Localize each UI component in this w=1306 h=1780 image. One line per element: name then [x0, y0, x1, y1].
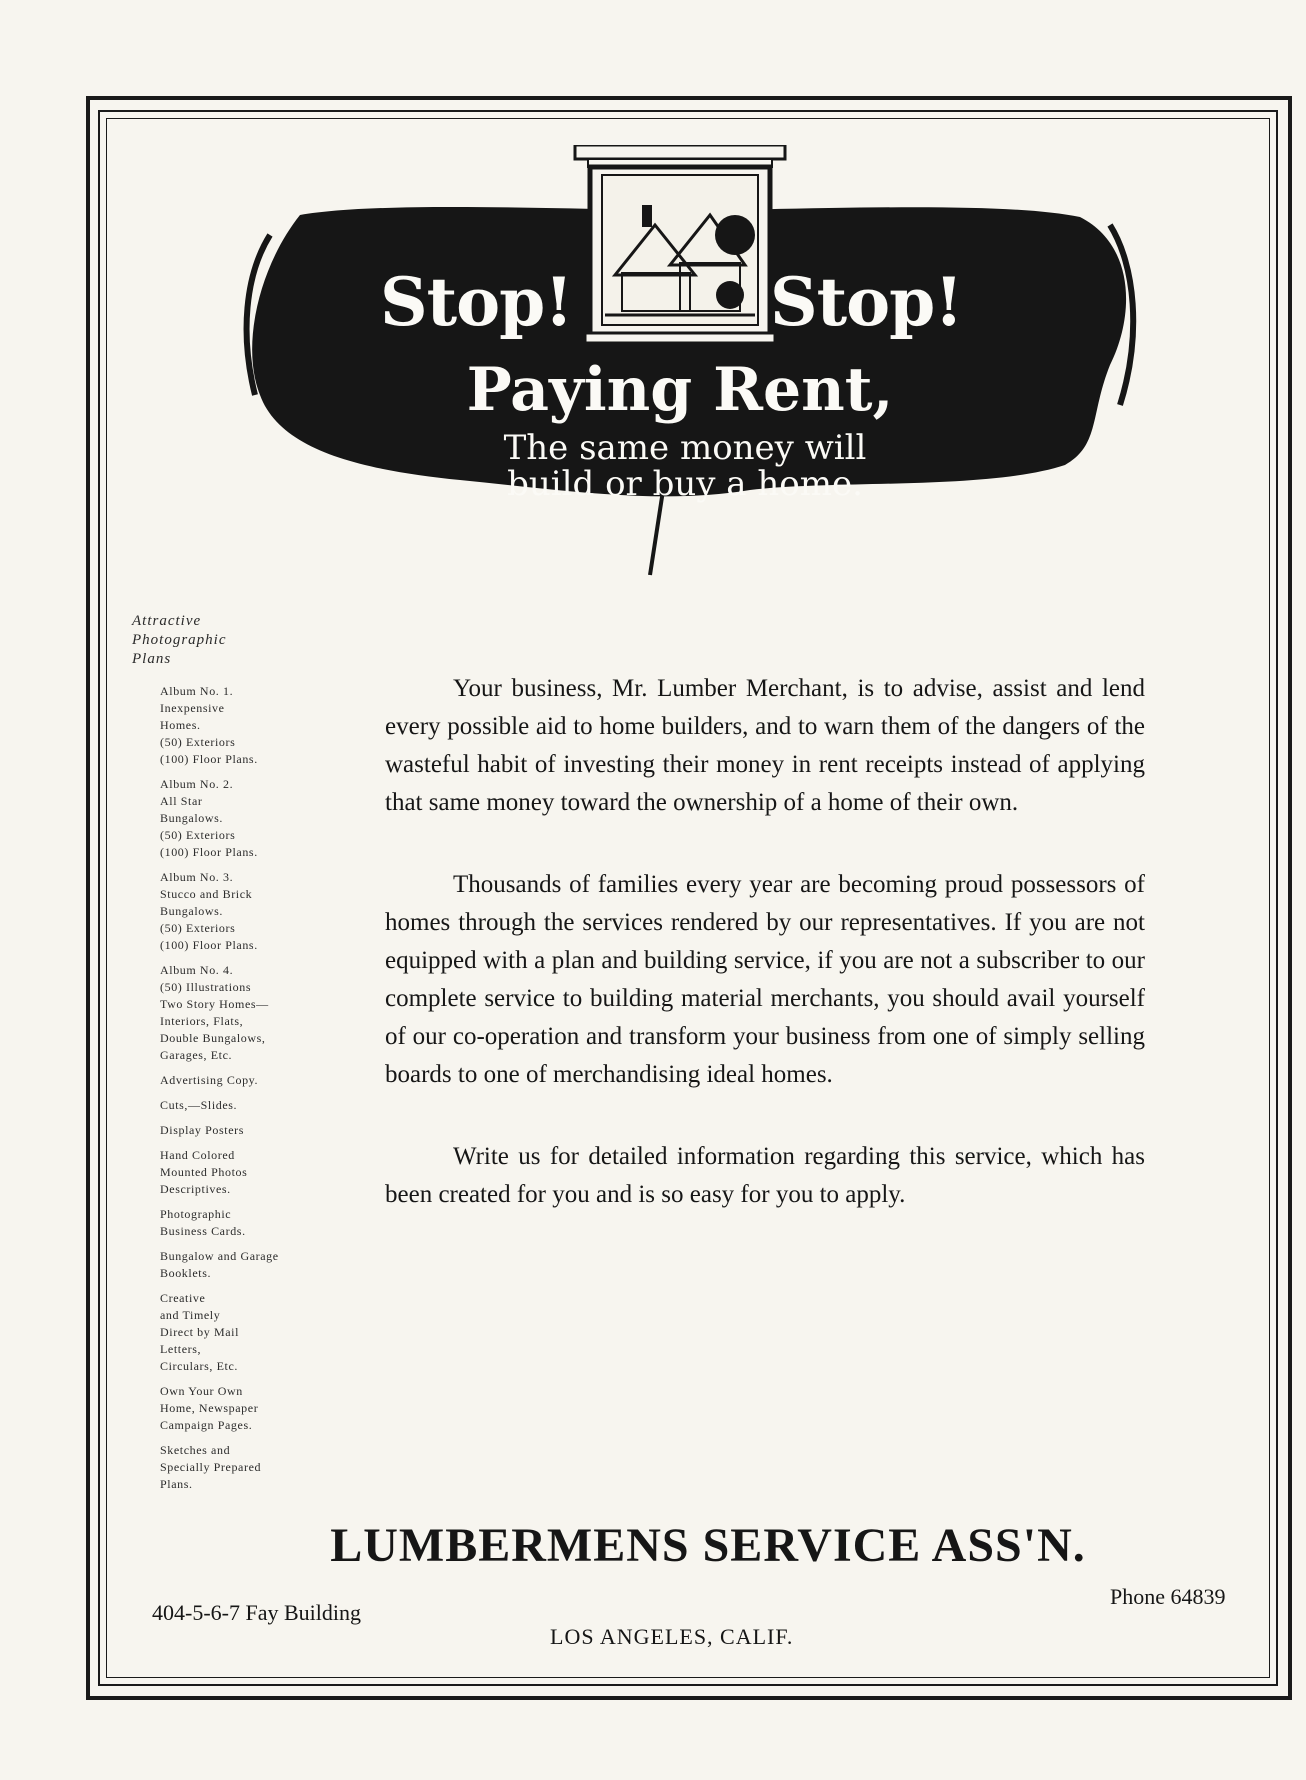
sidebar-service-line: (100) Floor Plans. [160, 845, 258, 859]
paragraph-3: Write us for detailed information regarding this service, which has been created for you and is so easy for you to apply. [385, 1143, 1145, 1208]
phone-number: Phone 64839 [1110, 1584, 1226, 1609]
banner-subline [470, 430, 900, 502]
sidebar-heading-line: Attractive [132, 613, 202, 629]
stop-left-text: Stop! [380, 263, 573, 341]
stop-right-text: Stop! [770, 263, 963, 341]
stop-paying-rent-banner [230, 145, 1140, 590]
sidebar-service-line: Advertising Copy. [160, 1073, 259, 1087]
sidebar-service-line: All Star [160, 794, 203, 808]
banner-subline-2: build or buy a home. [507, 464, 863, 504]
sidebar-service-line: Plans. [160, 1477, 193, 1491]
sidebar-service-line: Album No. 1. [160, 684, 234, 698]
sidebar-service-item [160, 1072, 347, 1089]
sidebar-service-item [160, 776, 347, 861]
sidebar-service-item [160, 1442, 347, 1493]
sidebar-service-line: Album No. 3. [160, 870, 234, 884]
sidebar-service-line: Creative [160, 1291, 206, 1305]
article-body [385, 670, 1145, 1258]
sidebar-service-line: Mounted Photos [160, 1165, 248, 1179]
services-sidebar [132, 612, 347, 1501]
sidebar-service-line: Specially Prepared [160, 1460, 262, 1474]
sidebar-service-line: Sketches and [160, 1443, 231, 1457]
sidebar-service-item [160, 962, 347, 1064]
sidebar-service-line: Booklets. [160, 1266, 212, 1280]
sidebar-service-item [160, 1097, 347, 1114]
sidebar-heading-line: Photographic [132, 632, 227, 648]
sidebar-service-line: Two Story Homes— [160, 997, 269, 1011]
sidebar-service-line: Own Your Own [160, 1384, 243, 1398]
sidebar-service-line: Hand Colored [160, 1148, 235, 1162]
sidebar-service-line: (50) Exteriors [160, 921, 236, 935]
sidebar-heading-line: Plans [132, 651, 172, 667]
sidebar-service-item [160, 1147, 347, 1198]
sidebar-service-line: Stucco and Brick [160, 887, 253, 901]
sidebar-service-line: Double Bungalows, [160, 1031, 266, 1045]
sidebar-service-line: (50) Exteriors [160, 828, 236, 842]
sidebar-service-line: Inexpensive [160, 701, 225, 715]
sidebar-service-line: (50) Exteriors [160, 735, 236, 749]
sidebar-service-line: Cuts,—Slides. [160, 1098, 238, 1112]
sidebar-service-line: Descriptives. [160, 1182, 231, 1196]
sidebar-service-line: Letters, [160, 1342, 202, 1356]
sidebar-service-item [160, 1206, 347, 1240]
sidebar-service-line: Album No. 4. [160, 963, 234, 977]
banner-subline-1: The same money will [503, 428, 867, 468]
sidebar-service-line: Garages, Etc. [160, 1048, 233, 1062]
sidebar-service-line: and Timely [160, 1308, 221, 1322]
address: 404-5-6-7 Fay Building [152, 1600, 361, 1625]
sidebar-service-line: Bungalows. [160, 811, 223, 825]
sidebar-service-line: Bungalow and Garage [160, 1249, 279, 1263]
paragraph-2: Thousands of families every year are becoming proud possessors of homes through the services rendered by our representatives. If you are not equipped with a plan and building service, if you are not a subscriber to our complete service to building material merchants, you should avail yourself of our co-operation and transform your business from one of simply selling boards to one of merchandising ideal homes. [385, 871, 1145, 1088]
sidebar-service-item [160, 1290, 347, 1375]
sidebar-service-list [132, 683, 347, 1493]
sidebar-service-line: Home, Newspaper [160, 1401, 259, 1415]
sidebar-service-line: Bungalows. [160, 904, 223, 918]
city: LOS ANGELES, CALIF. [550, 1624, 794, 1649]
sidebar-service-line: Circulars, Etc. [160, 1359, 238, 1373]
sidebar-heading [132, 612, 347, 669]
sidebar-service-line: (100) Floor Plans. [160, 752, 258, 766]
sidebar-service-line: Business Cards. [160, 1224, 246, 1238]
sidebar-service-item [160, 1122, 347, 1139]
sidebar-service-line: Homes. [160, 718, 201, 732]
sidebar-service-item [160, 1383, 347, 1434]
sidebar-service-line: Album No. 2. [160, 777, 234, 791]
sidebar-service-item [160, 683, 347, 768]
sidebar-service-line: Direct by Mail [160, 1325, 240, 1339]
paying-rent-headline: Paying Rent, [466, 355, 894, 425]
sidebar-service-line: Campaign Pages. [160, 1418, 253, 1432]
organization-name: LUMBERMENS SERVICE ASS'N. [330, 1519, 1086, 1572]
sidebar-service-line: (50) Illustrations [160, 980, 252, 994]
paragraph-1: Your business, Mr. Lumber Merchant, is to advise, assist and lend every possible aid to home builders, and to warn them of the dangers of the wasteful habit of investing their money in rent receipts instead of applying that same money toward the ownership of a home of their own. [385, 675, 1145, 816]
sidebar-service-line: Display Posters [160, 1123, 244, 1137]
sidebar-service-item [160, 869, 347, 954]
sidebar-service-line: Photographic [160, 1207, 232, 1221]
sidebar-service-line: (100) Floor Plans. [160, 938, 258, 952]
sidebar-service-line: Interiors, Flats, [160, 1014, 244, 1028]
sidebar-service-item [160, 1248, 347, 1282]
